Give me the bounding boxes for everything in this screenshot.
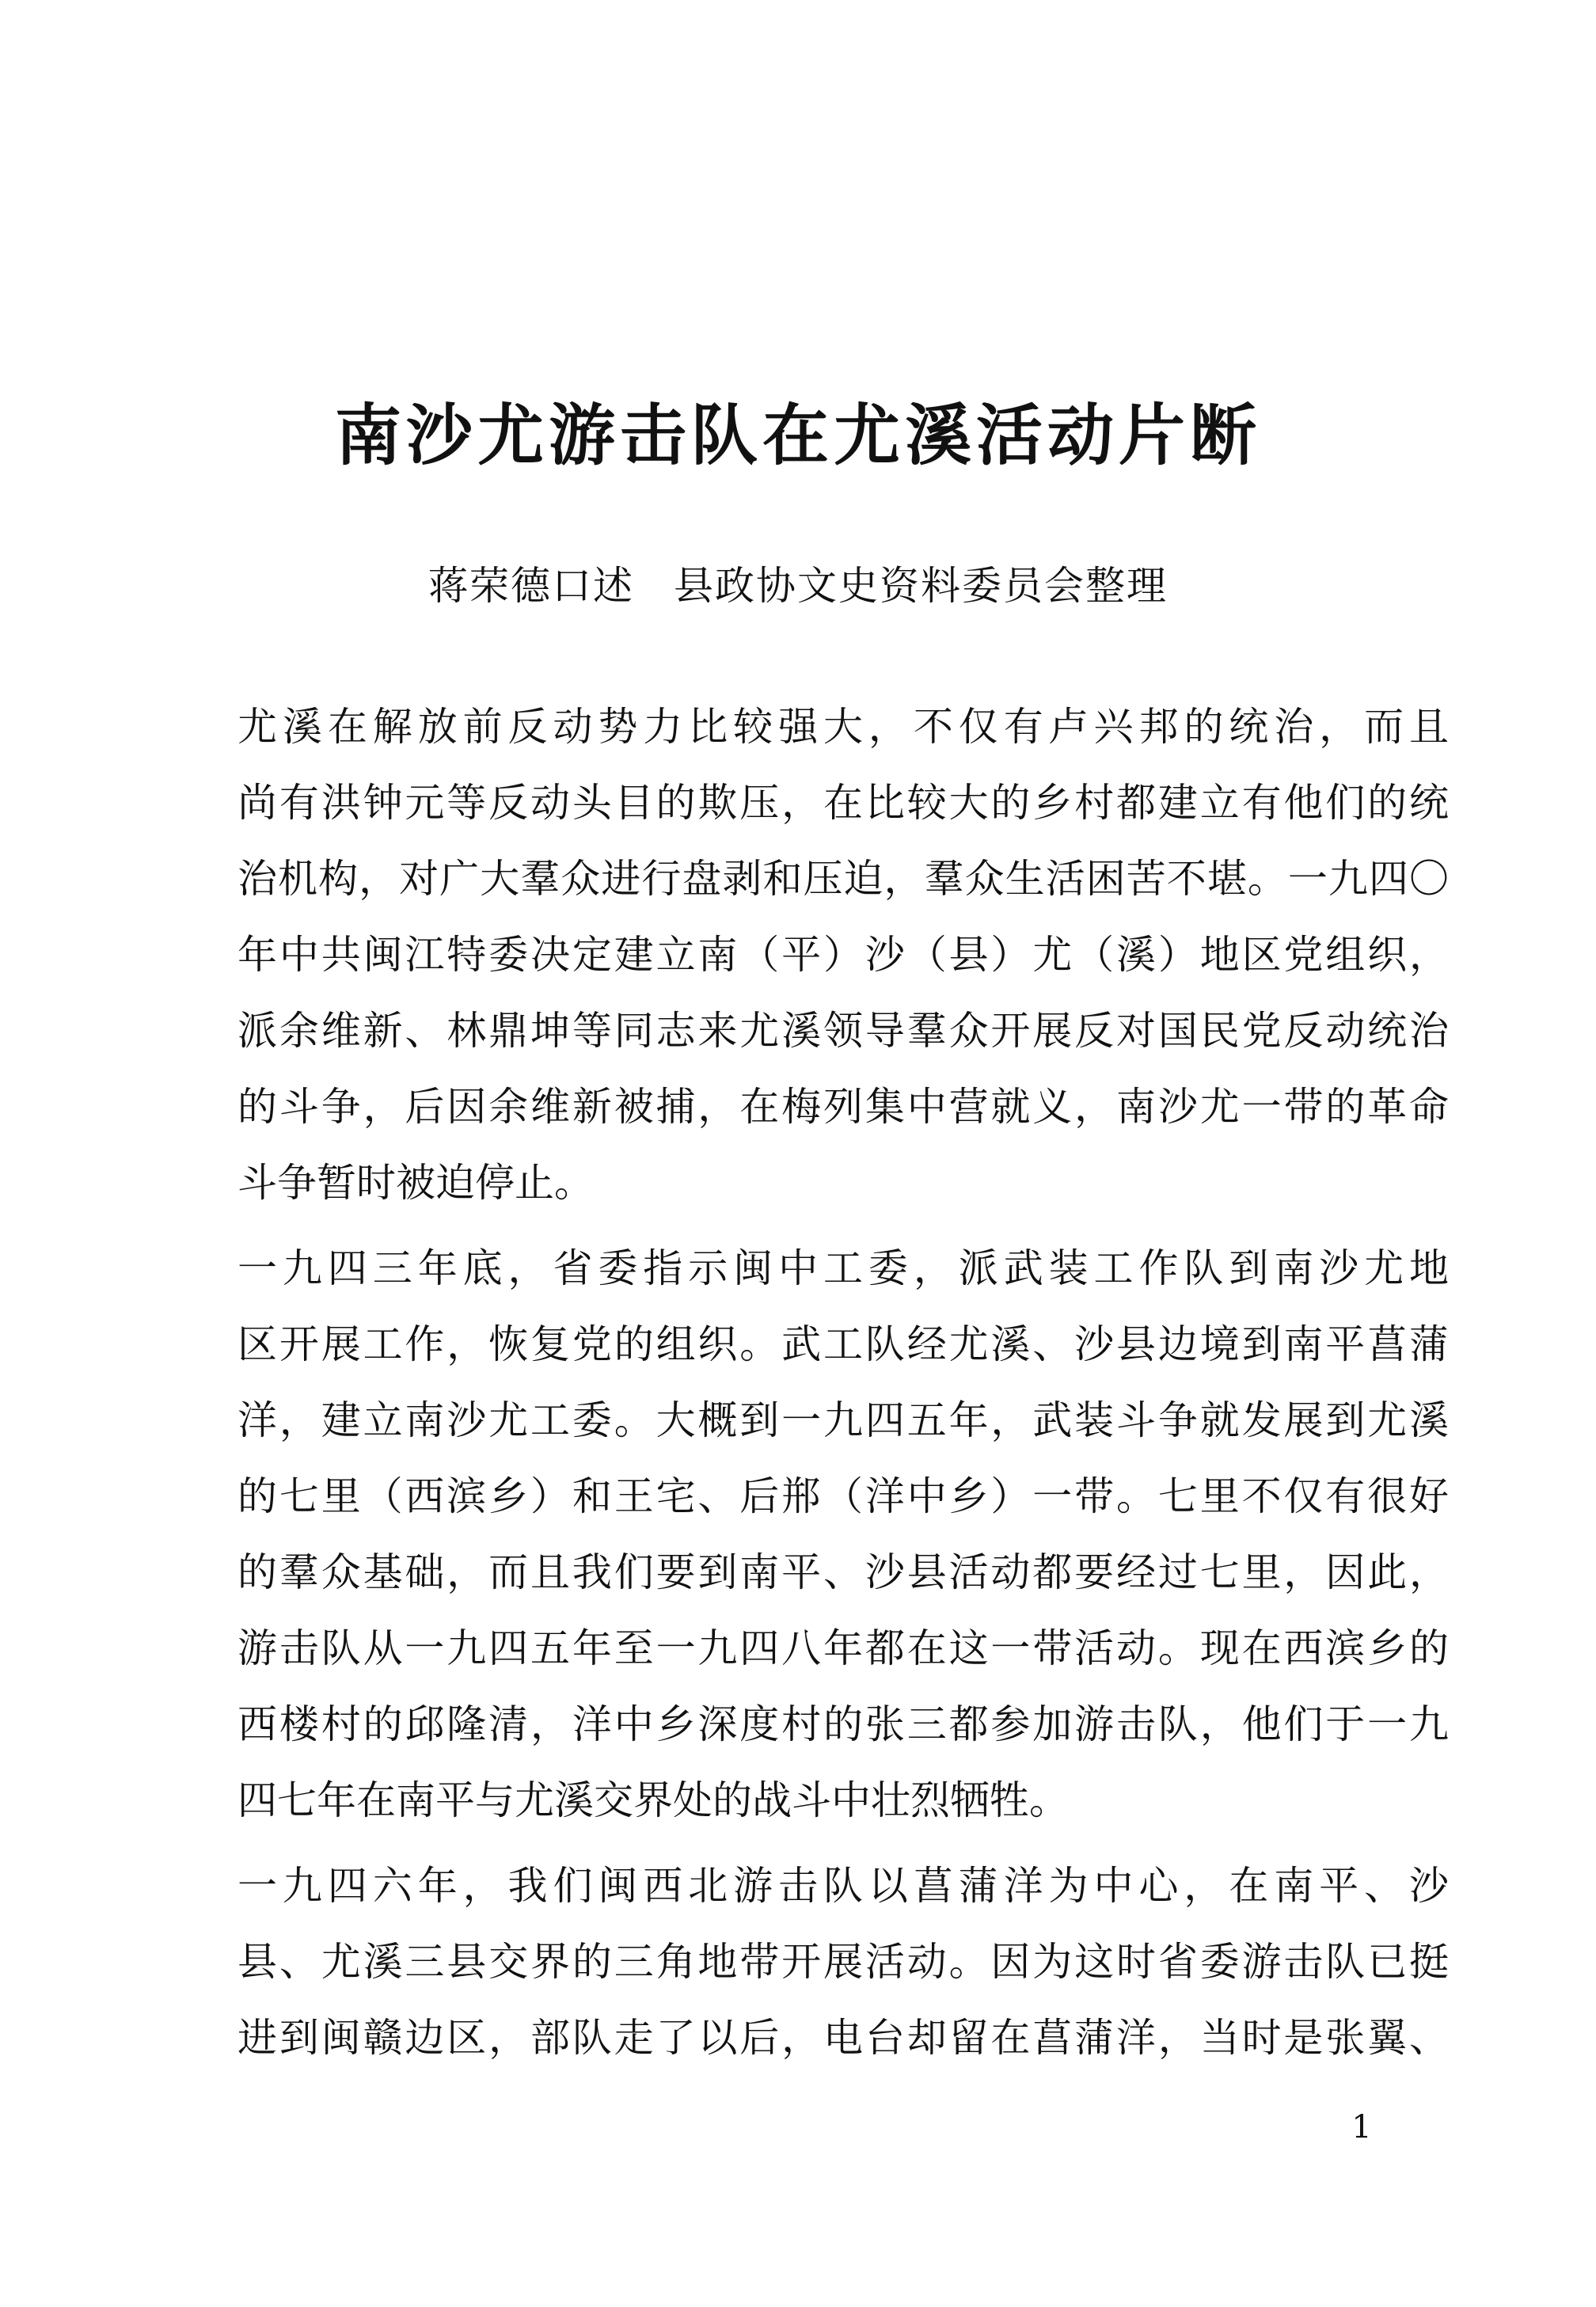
text-line: 四七年在南平与尤溪交界处的战斗中壮烈牺牲。	[238, 1777, 1069, 1823]
byline	[0, 554, 1596, 618]
byline-compiler: 县政协文史资料委员会整理	[674, 563, 1168, 609]
article-body	[158, 689, 1449, 2085]
text-line: 尤溪在解放前反动势力比较强大，不仅有卢兴邦的统治，而且	[238, 704, 1449, 750]
byline-narrator: 蒋荣德口述	[428, 563, 634, 609]
text-line: 一九四六年，我们闽西北游击队以菖蒲洋为中心，在南平、沙	[238, 1863, 1449, 1909]
text-line: 区开展工作，恢复党的组织。武工队经尤溪、沙县边境到南平菖蒲	[238, 1321, 1449, 1367]
text-line: 的羣众基础，而且我们要到南平、沙县活动都要经过七里，因此，	[238, 1549, 1449, 1595]
text-line: 游击队从一九四五年至一九四八年都在这一带活动。现在西滨乡的	[238, 1625, 1449, 1671]
text-line: 治机构，对广大羣众进行盘剥和压迫，羣众生活困苦不堪。一九四〇	[238, 856, 1449, 902]
document-title: 南沙尤游击队在尤溪活动片断	[334, 397, 1261, 474]
text-line: 西楼村的邱隆清，洋中乡深度村的张三都参加游击队，他们于一九	[238, 1701, 1449, 1747]
paragraph-2	[158, 1230, 1449, 1838]
text-line: 的七里（西滨乡）和王宅、后郱（洋中乡）一带。七里不仅有很好	[238, 1473, 1449, 1519]
text-line: 进到闽赣边区，部队走了以后，电台却留在菖蒲洋，当时是张翼、	[238, 2015, 1449, 2061]
text-line: 县、尤溪三县交界的三角地带开展活动。因为这时省委游击队已挺	[238, 1939, 1449, 1985]
page-number: 1	[1351, 2109, 1372, 2145]
paragraph-1	[158, 689, 1449, 1221]
text-line: 斗争暂时被迫停止。	[238, 1160, 594, 1206]
text-line: 尚有洪钟元等反动头目的欺压，在比较大的乡村都建立有他们的统	[238, 780, 1449, 826]
text-line: 洋，建立南沙尤工委。大概到一九四五年，武装斗争就发展到尤溪	[238, 1397, 1449, 1443]
text-line: 年中共闽江特委决定建立南（平）沙（县）尤（溪）地区党组织，	[238, 932, 1449, 978]
text-line: 派余维新、林鼎坤等同志来尤溪领导羣众开展反对国民党反动统治	[238, 1008, 1449, 1054]
text-line: 的斗争，后因余维新被捕，在梅列集中营就义，南沙尤一带的革命	[238, 1084, 1449, 1130]
text-line: 一九四三年底，省委指示闽中工委，派武装工作队到南沙尤地	[238, 1245, 1449, 1291]
paragraph-3	[158, 1848, 1449, 2076]
